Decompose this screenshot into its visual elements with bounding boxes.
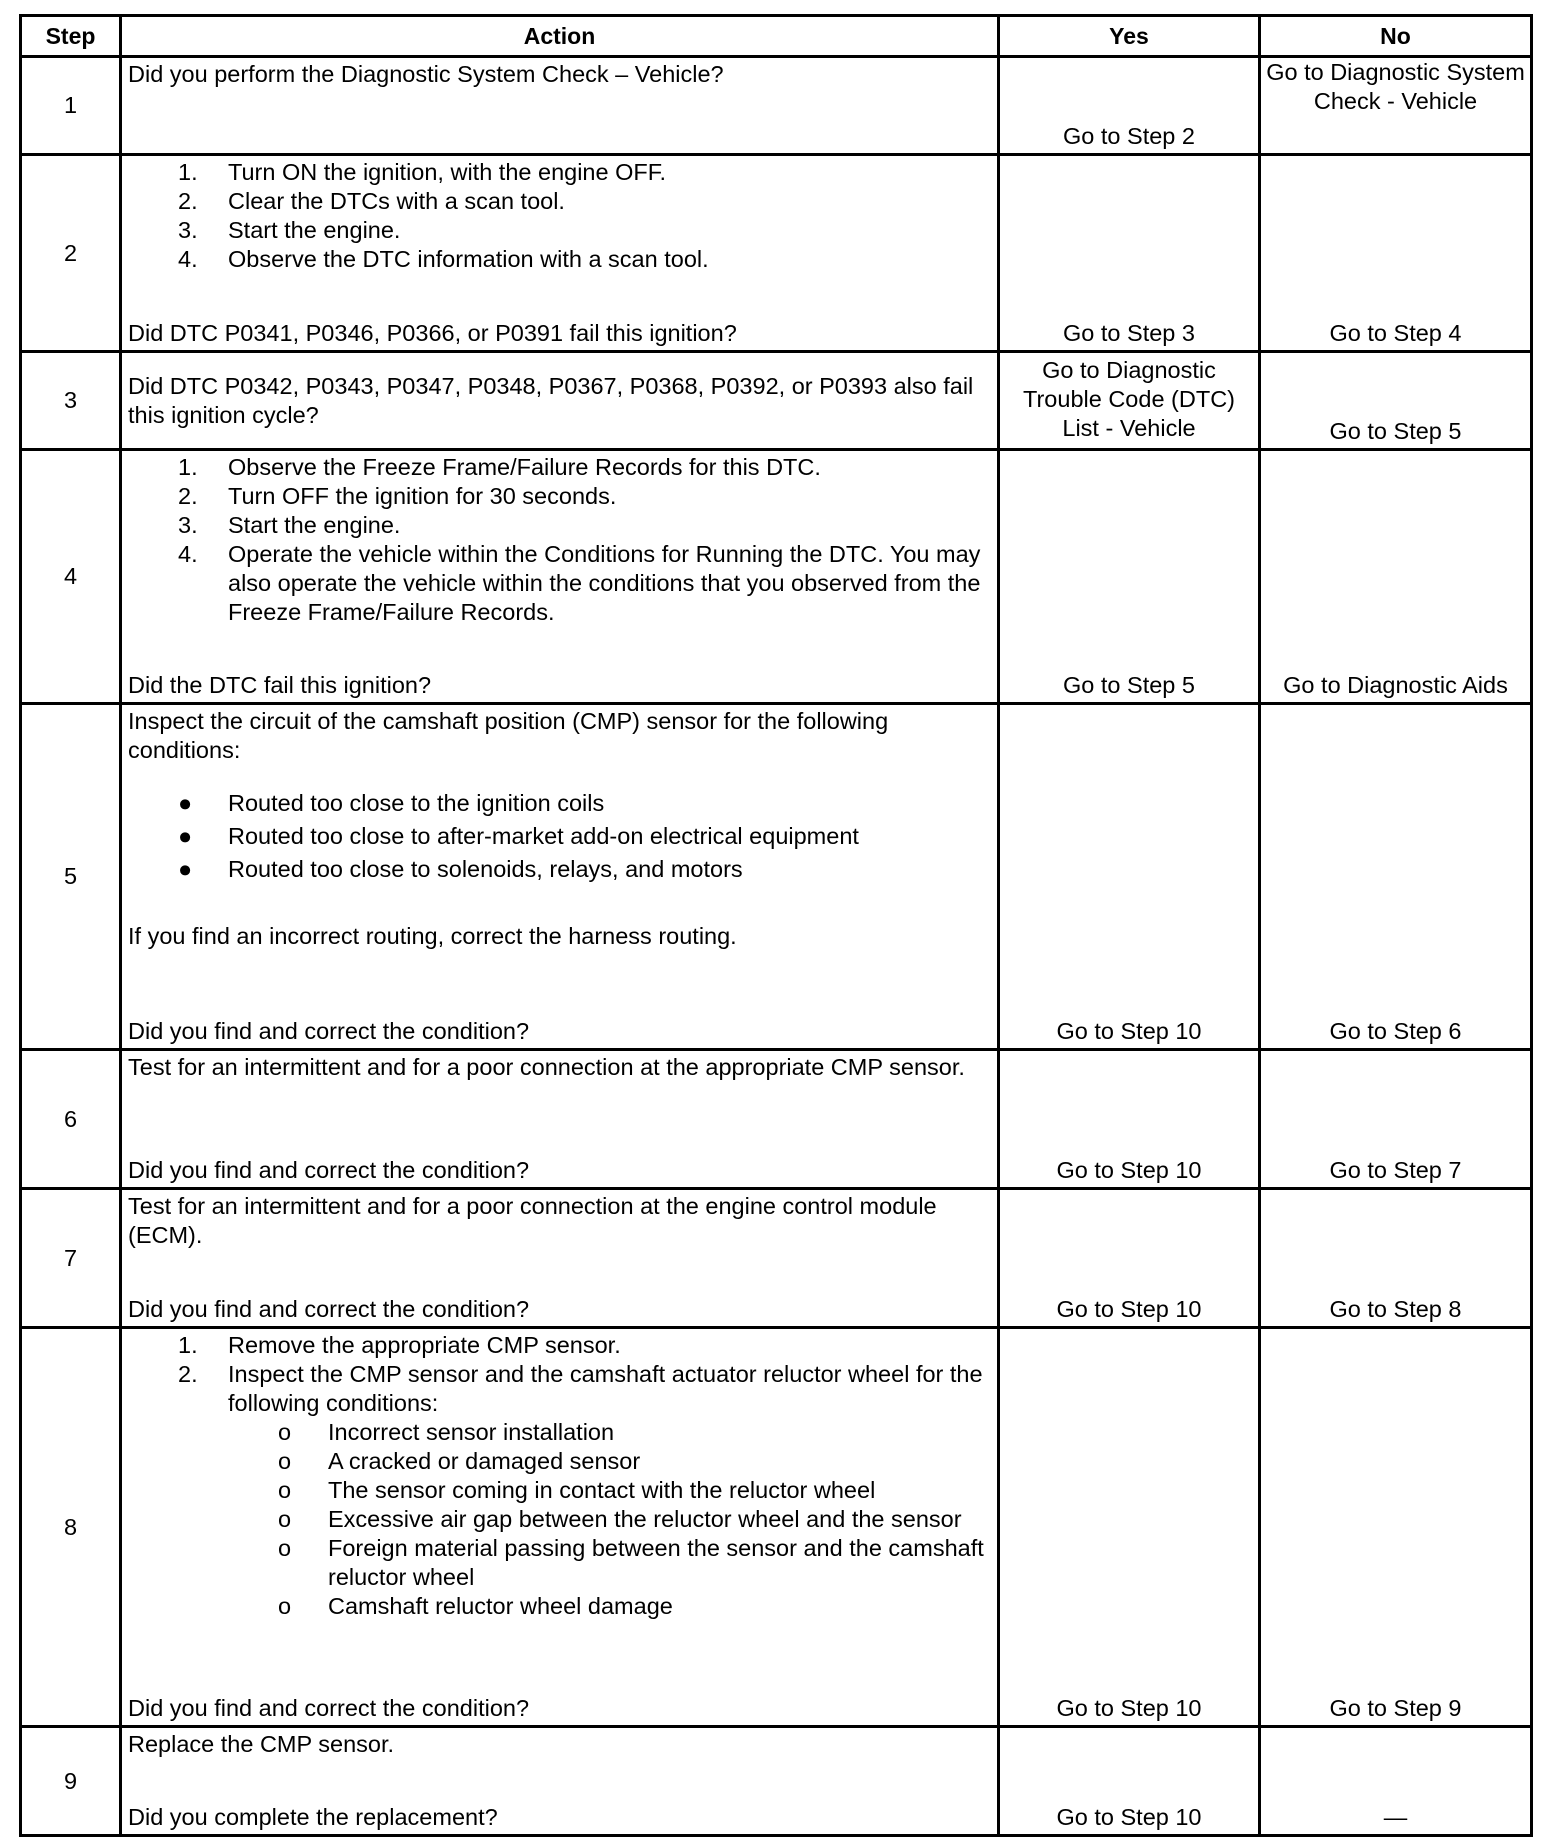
table-row (21, 1727, 1532, 1836)
no-outcome: Go to Diagnostic Aids (1260, 450, 1532, 704)
table-row (21, 704, 1532, 1050)
table-row (21, 1328, 1532, 1727)
yes-outcome: Go to Step 10 (999, 1050, 1260, 1189)
no-outcome: — (1260, 1727, 1532, 1836)
action-cell (121, 704, 999, 1050)
list-item: 3. Start the engine. (178, 217, 401, 243)
step-number: 6 (21, 1050, 121, 1189)
yes-outcome: Go to Step 10 (999, 704, 1260, 1050)
table-row (21, 450, 1532, 704)
step-number: 4 (21, 450, 121, 704)
no-outcome: Go to Diagnostic System Check - Vehicle (1260, 57, 1532, 155)
step-number: 8 (21, 1328, 121, 1727)
action-question: Did you find and correct the condition? (128, 1695, 530, 1721)
yes-outcome: Go to Step 2 (999, 57, 1260, 155)
list-item: ● Routed too close to solenoids, relays, and motors (178, 856, 743, 882)
list-item: 2. Clear the DTCs with a scan tool. (178, 188, 565, 214)
action-cell (121, 155, 999, 352)
list-item: 2. Turn OFF the ignition for 30 seconds. (178, 483, 617, 509)
list-item: 4. Operate the vehicle within the Conditions for Running the DTC. You may also operate the vehicle within the conditions that you observed from the Freeze Frame/Failure Records. (178, 541, 981, 625)
list-item: 3. Start the engine. (178, 512, 401, 538)
table-row (21, 1050, 1532, 1189)
no-outcome: Go to Step 6 (1260, 704, 1532, 1050)
header-yes: Yes (999, 16, 1260, 57)
list-item: 1. Turn ON the ignition, with the engine OFF. (178, 159, 667, 185)
action-cell (121, 450, 999, 704)
no-outcome: Go to Step 7 (1260, 1050, 1532, 1189)
action-question: Did the DTC fail this ignition? (128, 672, 432, 698)
action-question: Did DTC P0342, P0343, P0347, P0348, P0367, P0368, P0392, or P0393 also fail this ignition cycle? (128, 372, 974, 428)
numbered-steps (128, 453, 991, 627)
action-question: Did DTC P0341, P0346, P0366, or P0391 fail this ignition? (128, 320, 737, 346)
no-outcome: Go to Step 5 (1260, 352, 1532, 450)
action-question: Did you find and correct the condition? (128, 1157, 530, 1183)
step-number: 5 (21, 704, 121, 1050)
list-item: o Excessive air gap between the reluctor wheel and the sensor (278, 1506, 962, 1532)
table-row (21, 57, 1532, 155)
no-outcome: Go to Step 4 (1260, 155, 1532, 352)
action-intro: Inspect the circuit of the camshaft position (CMP) sensor for the following conditions: (128, 708, 889, 763)
list-item: ● Routed too close to the ignition coils (178, 790, 605, 816)
list-item: 4. Observe the DTC information with a scan tool. (178, 246, 709, 272)
list-item: o Camshaft reluctor wheel damage (278, 1593, 673, 1619)
header-action: Action (121, 16, 999, 57)
no-outcome: Go to Step 8 (1260, 1189, 1532, 1328)
list-item: o The sensor coming in contact with the reluctor wheel (278, 1477, 876, 1503)
list-item: 1. Remove the appropriate CMP sensor. (178, 1332, 621, 1358)
step-number: 3 (21, 352, 121, 450)
list-item: o Incorrect sensor installation (278, 1419, 615, 1445)
list-item: ● Routed too close to after-market add-on electrical equipment (178, 823, 859, 849)
step-number: 2 (21, 155, 121, 352)
yes-outcome: Go to Step 10 (999, 1727, 1260, 1836)
step-number: 9 (21, 1727, 121, 1836)
yes-outcome: Go to Step 10 (999, 1189, 1260, 1328)
table-row (21, 1189, 1532, 1328)
action-question: Did you complete the replacement? (128, 1804, 498, 1830)
list-item: 2. Inspect the CMP sensor and the camshaft actuator reluctor wheel for the following conditions: o Incorrect sensor installation o A cracked or damaged sensor o The sensor coming in contact with the reluctor wheel o Excessive air gap between the reluctor wheel and the sensor o Foreign material passing between the sensor and the camshaft reluctor wheel o Camshaft reluctor wheel damage (178, 1360, 991, 1621)
bullet-list (128, 789, 991, 888)
action-intro: Replace the CMP sensor. (128, 1731, 395, 1757)
list-item: o Foreign material passing between the sensor and the camshaft reluctor wheel (278, 1535, 984, 1590)
table-row (21, 155, 1532, 352)
header-row (21, 16, 1532, 57)
step-number: 1 (21, 57, 121, 155)
step-number: 7 (21, 1189, 121, 1328)
action-question: Did you find and correct the condition? (128, 1296, 530, 1322)
action-cell (121, 1189, 999, 1328)
yes-outcome: Go to Diagnostic Trouble Code (DTC) List - Vehicle (999, 352, 1260, 450)
action-question: Did you find and correct the condition? (128, 1018, 530, 1044)
yes-outcome: Go to Step 3 (999, 155, 1260, 352)
action-intro: Test for an intermittent and for a poor connection at the appropriate CMP sensor. (128, 1054, 965, 1080)
action-cell (121, 57, 999, 155)
list-item: o A cracked or damaged sensor (278, 1448, 641, 1474)
no-outcome: Go to Step 9 (1260, 1328, 1532, 1727)
numbered-steps (128, 158, 991, 274)
table-row (21, 352, 1532, 450)
header-no: No (1260, 16, 1532, 57)
header-step: Step (21, 16, 121, 57)
diagnostic-table (19, 14, 1533, 1837)
numbered-steps (128, 1331, 991, 1621)
yes-outcome: Go to Step 10 (999, 1328, 1260, 1727)
yes-outcome: Go to Step 5 (999, 450, 1260, 704)
list-item: 1. Observe the Freeze Frame/Failure Records for this DTC. (178, 454, 821, 480)
action-cell (121, 352, 999, 450)
action-question: Did you perform the Diagnostic System Check – Vehicle? (128, 61, 724, 87)
sub-condition-list (228, 1418, 991, 1621)
action-note: If you find an incorrect routing, correct the harness routing. (128, 923, 737, 949)
action-cell (121, 1050, 999, 1189)
action-cell (121, 1328, 999, 1727)
action-intro: Test for an intermittent and for a poor connection at the engine control module (ECM). (128, 1193, 937, 1248)
action-cell (121, 1727, 999, 1836)
